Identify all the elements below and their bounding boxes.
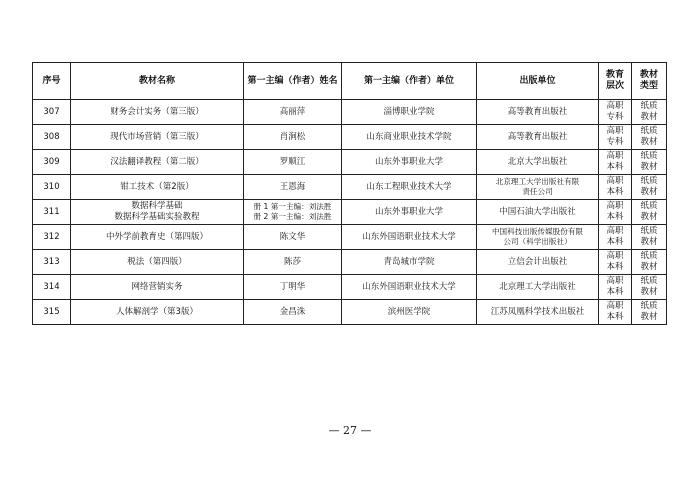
title-line: 钳工技术（第2版） [120, 181, 194, 192]
cell-author [244, 100, 342, 125]
cell-publisher [477, 175, 599, 200]
cell-no: 307 [33, 100, 71, 125]
cell-no: 312 [33, 225, 71, 250]
cell-unit: 淄博职业学院 [342, 100, 477, 125]
cell-publisher [477, 150, 599, 175]
cell-no: 308 [33, 125, 71, 150]
author-line: 册 1 第一主编：刘法胜 [253, 202, 332, 211]
level-line: 本科 [606, 312, 624, 322]
cell-author [244, 225, 342, 250]
cell-author [244, 200, 342, 225]
cell-level [599, 225, 632, 250]
cell-no: 309 [33, 150, 71, 175]
cell-title [71, 275, 244, 300]
level-line: 本科 [606, 212, 624, 222]
header-type-line: 教材 [639, 70, 658, 80]
table-row [33, 200, 667, 225]
cell-type [632, 225, 667, 250]
header-unit: 第一主编（作者）单位 [342, 63, 477, 100]
cell-type [632, 100, 667, 125]
title-line: 财务会计实务（第三版） [110, 106, 204, 117]
type-line: 教材 [640, 312, 658, 322]
title-line: 数据科学基础实验教程 [114, 212, 200, 222]
level-line: 专科 [606, 137, 624, 147]
level-line: 高职 [606, 251, 624, 261]
publisher-line: 北京理工大学出版社有限 [495, 177, 580, 186]
author-line: 罗顺江 [279, 156, 306, 167]
type-line: 教材 [640, 137, 658, 147]
type-line: 教材 [640, 237, 658, 247]
cell-unit: 滨州医学院 [342, 300, 477, 325]
table-row [33, 250, 667, 275]
cell-level [599, 150, 632, 175]
publisher-line: 江苏凤凰科学技术出版社 [490, 306, 585, 317]
table-row [33, 100, 667, 125]
type-line: 纸质 [640, 151, 658, 161]
cell-type [632, 125, 667, 150]
cell-level [599, 100, 632, 125]
cell-level [599, 200, 632, 225]
header-type-line: 类型 [639, 81, 658, 91]
type-line: 纸质 [640, 226, 658, 236]
publisher-line: 高等教育出版社 [507, 106, 568, 117]
table-row [33, 300, 667, 325]
cell-title [71, 200, 244, 225]
type-line: 纸质 [640, 301, 658, 311]
level-line: 本科 [606, 287, 624, 297]
cell-type [632, 175, 667, 200]
type-line: 教材 [640, 112, 658, 122]
author-line: 册 2 第一主编：刘法胜 [253, 212, 332, 221]
author-line: 金昌洙 [279, 306, 306, 317]
publisher-line: 高等教育出版社 [507, 131, 568, 142]
title-line: 现代市场营销（第三版） [110, 131, 204, 142]
page-number: — 27 — [328, 424, 372, 437]
level-line: 高职 [606, 151, 624, 161]
table-header [33, 63, 667, 100]
cell-title [71, 300, 244, 325]
cell-unit: 山东外国语职业技术大学 [342, 275, 477, 300]
cell-author [244, 250, 342, 275]
header-author: 第一主编（作者）姓名 [244, 63, 342, 100]
cell-title [71, 150, 244, 175]
cell-unit: 山东外事职业大学 [342, 150, 477, 175]
type-line: 教材 [640, 287, 658, 297]
author-line: 丁明华 [279, 281, 306, 292]
cell-author [244, 275, 342, 300]
cell-level [599, 250, 632, 275]
publisher-line: 北京大学出版社 [507, 156, 568, 167]
cell-no: 315 [33, 300, 71, 325]
cell-publisher [477, 200, 599, 225]
cell-title [71, 250, 244, 275]
level-line: 高职 [606, 176, 624, 186]
type-line: 纸质 [640, 251, 658, 261]
header-row [33, 63, 667, 100]
author-line: 高丽萍 [279, 106, 306, 117]
cell-no: 313 [33, 250, 71, 275]
cell-author [244, 175, 342, 200]
title-line: 中外学前教育史（第四版） [105, 231, 208, 242]
header-level [599, 63, 632, 100]
level-line: 高职 [606, 126, 624, 136]
author-line: 肖涧松 [279, 131, 306, 142]
type-line: 教材 [640, 212, 658, 222]
author-line: 陈文华 [279, 231, 306, 242]
type-line: 纸质 [640, 126, 658, 136]
cell-level [599, 275, 632, 300]
cell-publisher [477, 100, 599, 125]
cell-title [71, 225, 244, 250]
level-line: 本科 [606, 237, 624, 247]
title-line: 人体解剖学（第3版） [116, 306, 198, 317]
table-row [33, 175, 667, 200]
cell-publisher [477, 250, 599, 275]
cell-publisher [477, 275, 599, 300]
cell-level [599, 300, 632, 325]
cell-title [71, 175, 244, 200]
type-line: 教材 [640, 162, 658, 172]
type-line: 纸质 [640, 276, 658, 286]
type-line: 教材 [640, 187, 658, 197]
cell-unit: 青岛城市学院 [342, 250, 477, 275]
cell-author [244, 125, 342, 150]
header-title: 教材名称 [71, 63, 244, 100]
cell-unit: 山东外事职业大学 [342, 200, 477, 225]
cell-publisher [477, 300, 599, 325]
cell-type [632, 250, 667, 275]
publisher-line: 中国石油大学出版社 [499, 206, 576, 217]
level-line: 本科 [606, 187, 624, 197]
cell-author [244, 150, 342, 175]
type-line: 纸质 [640, 176, 658, 186]
cell-unit: 山东外国语职业技术大学 [342, 225, 477, 250]
cell-type [632, 300, 667, 325]
cell-publisher [477, 225, 599, 250]
level-line: 本科 [606, 262, 624, 272]
title-line: 数据科学基础 [131, 201, 183, 211]
table-row [33, 275, 667, 300]
title-line: 税法（第四版） [127, 256, 187, 267]
cell-unit: 山东商业职业技术学院 [342, 125, 477, 150]
cell-unit: 山东工程职业技术大学 [342, 175, 477, 200]
cell-title [71, 100, 244, 125]
level-line: 高职 [606, 226, 624, 236]
publisher-line: 公司（科学出版社） [503, 237, 572, 246]
publisher-line: 立信会计出版社 [507, 256, 568, 267]
level-line: 专科 [606, 112, 624, 122]
type-line: 教材 [640, 262, 658, 272]
author-line: 陈莎 [283, 256, 301, 267]
header-level-line: 教育 [605, 70, 624, 80]
header-type [632, 63, 667, 100]
table-row [33, 225, 667, 250]
title-line: 网络营销实务 [131, 281, 183, 292]
cell-no: 310 [33, 175, 71, 200]
header-publisher: 出版单位 [477, 63, 599, 100]
cell-title [71, 125, 244, 150]
level-line: 高职 [606, 101, 624, 111]
textbook-table [32, 62, 667, 325]
cell-author [244, 300, 342, 325]
type-line: 纸质 [640, 101, 658, 111]
cell-no: 311 [33, 200, 71, 225]
cell-type [632, 200, 667, 225]
cell-type [632, 150, 667, 175]
publisher-line: 北京理工大学出版社 [499, 281, 576, 292]
type-line: 纸质 [640, 201, 658, 211]
cell-type [632, 275, 667, 300]
cell-level [599, 125, 632, 150]
cell-no: 314 [33, 275, 71, 300]
level-line: 高职 [606, 201, 624, 211]
level-line: 高职 [606, 276, 624, 286]
table-row [33, 125, 667, 150]
cell-publisher [477, 125, 599, 150]
table-row [33, 150, 667, 175]
level-line: 本科 [606, 162, 624, 172]
cell-level [599, 175, 632, 200]
publisher-line: 责任公司 [522, 187, 553, 196]
author-line: 王恩海 [279, 181, 306, 192]
publisher-line: 中国科技出版传媒股份有限 [491, 227, 584, 236]
level-line: 高职 [606, 301, 624, 311]
header-no: 序号 [33, 63, 71, 100]
table-body [33, 100, 667, 325]
header-level-line: 层次 [605, 81, 624, 91]
title-line: 汉法翻译教程（第二版） [110, 156, 204, 167]
